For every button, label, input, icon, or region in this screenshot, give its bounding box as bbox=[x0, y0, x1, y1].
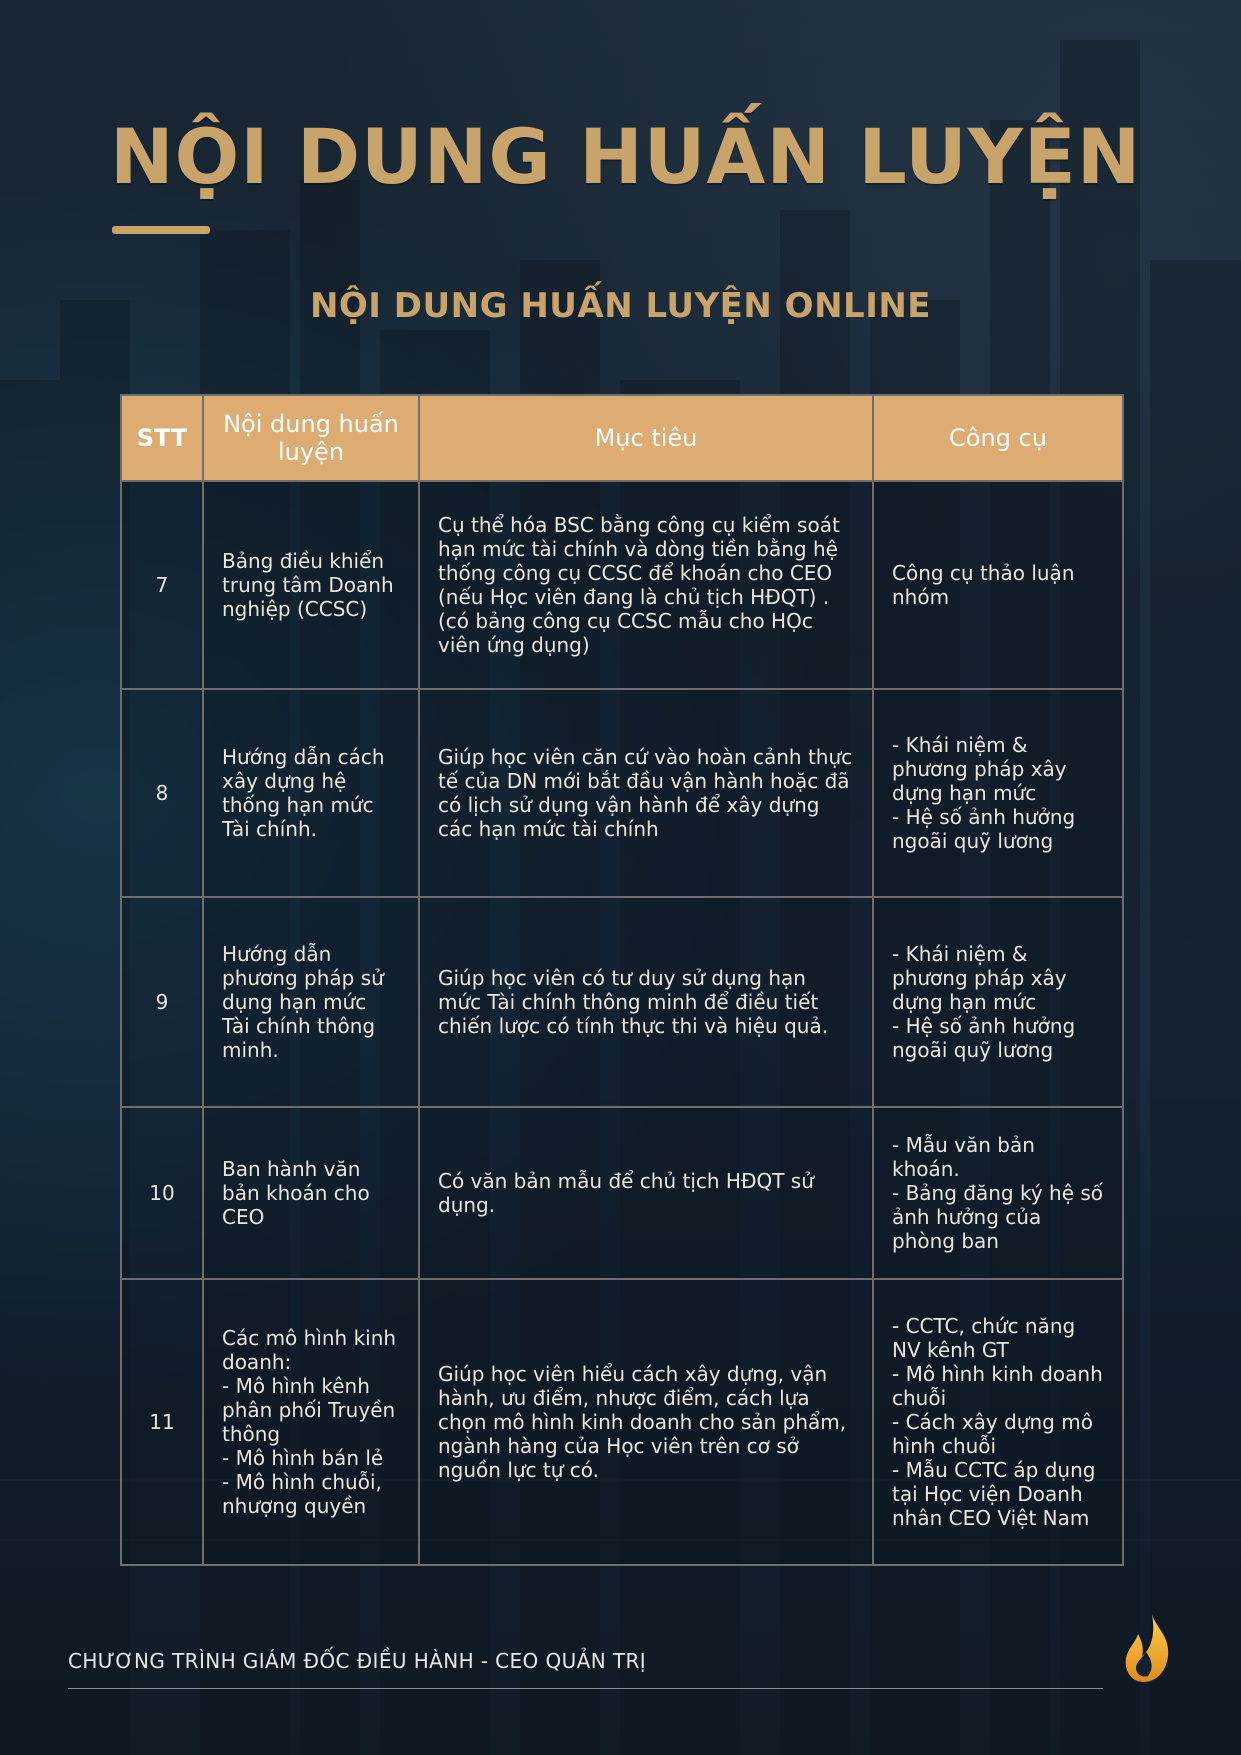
row-stt: 11 bbox=[121, 1279, 203, 1565]
row-stt: 9 bbox=[121, 897, 203, 1107]
row-content: Hướng dẫn cách xây dựng hệ thống hạn mức Tài chính. bbox=[203, 689, 419, 897]
row-goal: Cụ thể hóa BSC bằng công cụ kiểm soát hạn mức tài chính và dòng tiền bằng hệ thống công cụ CCSC để khoán cho CEO (nếu Học viên đang là chủ tịch HĐQT) . (có bảng công cụ CCSC mẫu cho HỌc viên ứng dụng) bbox=[419, 481, 873, 689]
row-goal: Giúp học viên căn cứ vào hoàn cảnh thực tế của DN mới bắt đầu vận hành hoặc đã có lịch sử dụng vận hành để xây dựng các hạn mức tài chính bbox=[419, 689, 873, 897]
row-stt: 8 bbox=[121, 689, 203, 897]
row-content: Các mô hình kinh doanh: - Mô hình kênh phân phối Truyền thông - Mô hình bán lẻ - Mô hình chuỗi, nhượng quyền bbox=[203, 1279, 419, 1565]
table-row bbox=[121, 1279, 1123, 1565]
row-goal: Có văn bản mẫu để chủ tịch HĐQT sử dụng. bbox=[419, 1107, 873, 1279]
table-row bbox=[121, 689, 1123, 897]
footer-program-name: CHƯƠNG TRÌNH GIÁM ĐỐC ĐIỀU HÀNH - CEO QUẢN TRỊ bbox=[68, 1649, 647, 1673]
row-tool: Công cụ thảo luận nhóm bbox=[873, 481, 1123, 689]
row-stt: 10 bbox=[121, 1107, 203, 1279]
footer-divider bbox=[68, 1688, 1103, 1689]
row-content: Bảng điều khiển trung tâm Doanh nghiệp (CCSC) bbox=[203, 481, 419, 689]
row-content: Hướng dẫn phương pháp sử dụng hạn mức Tài chính thông minh. bbox=[203, 897, 419, 1107]
row-tool: - CCTC, chức năng NV kênh GT - Mô hình kinh doanh chuỗi - Cách xây dựng mô hình chuỗi - Mẫu CCTC áp dụng tại Học viện Doanh nhân CEO Việt Nam bbox=[873, 1279, 1123, 1565]
row-goal: Giúp học viên có tư duy sử dụng hạn mức Tài chính thông minh để điều tiết chiến lược có tính thực thi và hiệu quả. bbox=[419, 897, 873, 1107]
row-goal: Giúp học viên hiểu cách xây dựng, vận hành, ưu điểm, nhược điểm, cách lựa chọn mô hình kinh doanh cho sản phẩm, ngành hàng của Học viên trên cơ sở nguồn lực tự có. bbox=[419, 1279, 873, 1565]
row-tool: - Mẫu văn bản khoán. - Bảng đăng ký hệ số ảnh hưởng của phòng ban bbox=[873, 1107, 1123, 1279]
title-underline bbox=[112, 226, 210, 234]
table-row bbox=[121, 481, 1123, 689]
column-header-content: Nội dung huấn luyện bbox=[203, 395, 419, 481]
column-header-goal: Mục tiêu bbox=[419, 395, 873, 481]
training-content-table bbox=[120, 394, 1124, 1566]
page-title: NỘI DUNG HUẤN LUYỆN bbox=[110, 112, 1142, 201]
row-content: Ban hành văn bản khoán cho CEO bbox=[203, 1107, 419, 1279]
table-row bbox=[121, 1107, 1123, 1279]
column-header-tool: Công cụ bbox=[873, 395, 1123, 481]
section-subtitle: NỘI DUNG HUẤN LUYỆN ONLINE bbox=[309, 286, 932, 326]
flame-icon bbox=[1122, 1612, 1174, 1684]
row-tool: - Khái niệm & phương pháp xây dựng hạn mức - Hệ số ảnh hưởng ngoãi quỹ lương bbox=[873, 897, 1123, 1107]
column-header-stt: STT bbox=[121, 395, 203, 481]
table-row bbox=[121, 897, 1123, 1107]
row-stt: 7 bbox=[121, 481, 203, 689]
row-tool: - Khái niệm & phương pháp xây dựng hạn mức - Hệ số ảnh hưởng ngoãi quỹ lương bbox=[873, 689, 1123, 897]
table-header-row bbox=[121, 395, 1123, 481]
